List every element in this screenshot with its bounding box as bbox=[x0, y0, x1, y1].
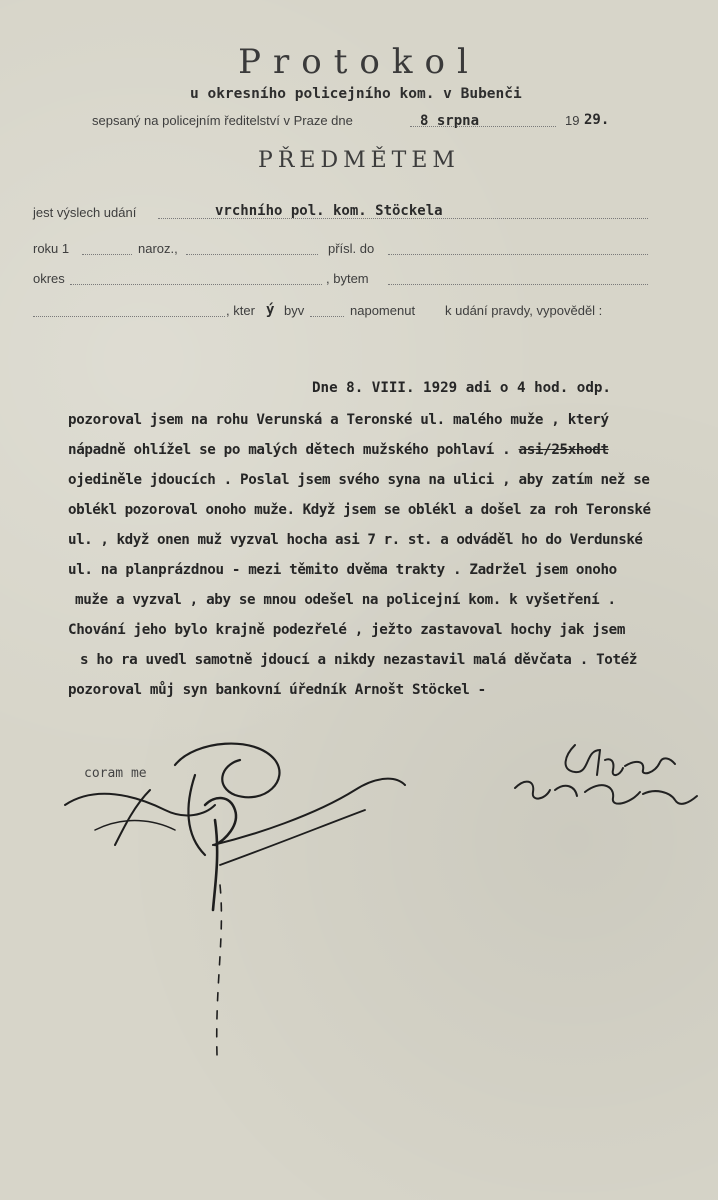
naroz-line bbox=[186, 254, 318, 255]
bytem-label: , bytem bbox=[326, 271, 369, 286]
okres-label: okres bbox=[33, 271, 65, 286]
left-signature-icon bbox=[55, 735, 435, 1065]
statement-line-6: ul. , když onen muž vyzval hocha asi 7 r. st. a odváděl ho do Verdunské bbox=[68, 532, 643, 548]
place-date-label: sepsaný na policejním ředitelství v Praze dne bbox=[92, 113, 353, 128]
napomenut-label: napomenut bbox=[350, 303, 416, 318]
right-signature-name bbox=[560, 778, 563, 779]
statement-line-2: pozoroval jsem na rohu Verunská a Teronské ul. malého muže , který bbox=[68, 412, 609, 428]
roku-line bbox=[82, 254, 132, 255]
statement-line-10: s ho ra uvedl samotně jdoucí a nikdy nezastavil malá děvčata . Totéž bbox=[80, 652, 638, 668]
statement-line-3 bbox=[68, 442, 609, 458]
statement-line-5: oblékl pozoroval onoho muže. Když jsem se oblékl a došel za roh Teronské bbox=[68, 502, 651, 518]
statement-line-4: ojediněle jdoucích . Poslal jsem svého syna na ulici , aby zatím než se bbox=[68, 472, 650, 488]
statement-line-11: pozoroval můj syn bankovní úředník Arnošt Stöckel - bbox=[68, 682, 486, 698]
coram-me-label: coram me bbox=[84, 766, 147, 781]
kter-label: , kter bbox=[226, 303, 255, 318]
name-line bbox=[33, 316, 225, 317]
prisl-label: přísl. do bbox=[328, 241, 375, 256]
prisl-line bbox=[388, 254, 648, 255]
byv-line bbox=[310, 316, 344, 317]
office-line: u okresního policejního kom. v Bubenči bbox=[190, 86, 522, 102]
statement-line-1: Dne 8. VIII. 1929 adi o 4 hod. odp. bbox=[312, 380, 611, 396]
year-prefix: 19 bbox=[565, 113, 580, 128]
k-udani-label: k udání pravdy, vypověděl : bbox=[445, 303, 603, 318]
statement-line-3-text: nápadně ohlížel se po malých dětech mužského pohlaví . bbox=[68, 442, 519, 458]
struck-text: asi/25xhodt bbox=[518, 442, 609, 458]
document-title: Protokol bbox=[238, 42, 480, 82]
statement-line-7: ul. na planprázdnou - mezi těmito dvěma trakty . Zadržel jsem onoho bbox=[68, 562, 617, 578]
subject-row1-value: vrchního pol. kom. Stöckela bbox=[215, 203, 443, 219]
subject-row1-label: jest výslech udání bbox=[33, 205, 137, 220]
naroz-label: naroz., bbox=[138, 241, 178, 256]
okres-line bbox=[70, 284, 322, 285]
statement-line-9: Chování jeho bylo krajně podezřelé , ježto zastavoval hochy jak jsem bbox=[68, 622, 626, 638]
right-signature-icon bbox=[505, 730, 705, 830]
byv-label: byv bbox=[284, 303, 305, 318]
roku-label: roku 1 bbox=[33, 241, 70, 256]
kter-mark: ý bbox=[266, 302, 275, 318]
right-signature-title bbox=[560, 812, 567, 813]
date-value: 8 srpna bbox=[420, 113, 480, 129]
statement-line-8: muže a vyzval , aby se mnou odešel na policejní kom. k vyšetření . bbox=[75, 592, 616, 608]
subject-heading: PŘEDMĚTEM bbox=[258, 148, 460, 173]
year-value: 29. bbox=[584, 112, 610, 128]
bytem-line bbox=[388, 284, 648, 285]
